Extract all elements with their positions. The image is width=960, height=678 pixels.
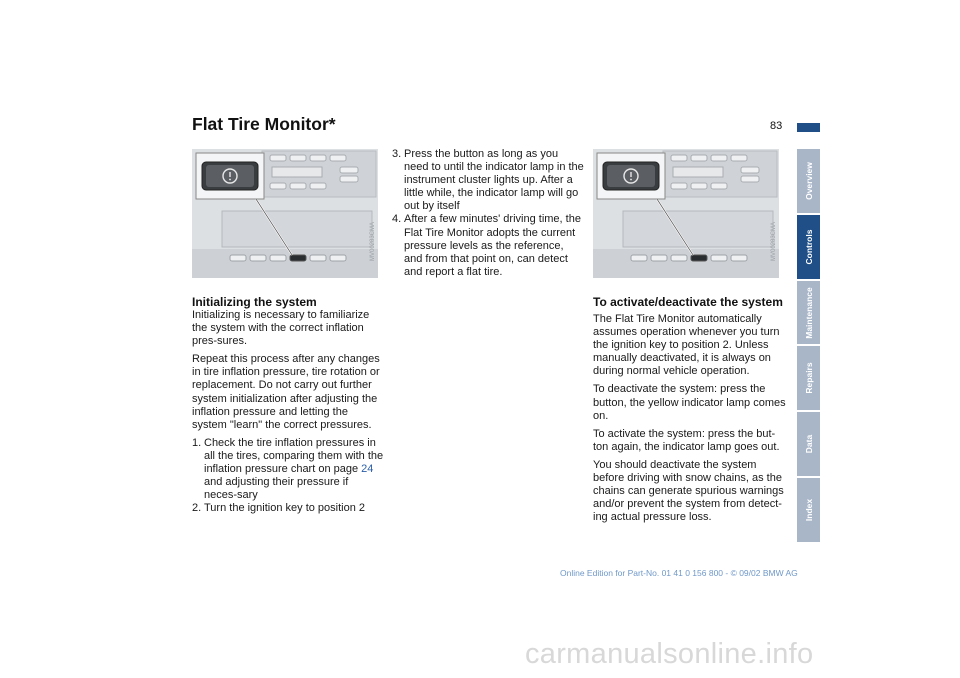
step-text: Turn the ignition key to position 2 [204, 502, 366, 515]
tab-controls[interactable] [797, 215, 820, 281]
list-item [392, 213, 584, 278]
page-title: Flat Tire Monitor* [192, 114, 336, 134]
paragraph: Initializing is necessary to familiarize the system with the correct inflation pres-sures. [192, 309, 370, 348]
step-number: 1. [192, 436, 202, 449]
page-link[interactable]: 24 [361, 463, 374, 476]
middle-column [392, 148, 584, 279]
tab-overview[interactable] [797, 149, 820, 215]
paragraph: You should deactivate the system before driving with snow chains, as the chains can generate spurious warnings and/or prevent the system from detect-ing actual pressure loss. [593, 458, 784, 524]
edition-footer: Online Edition for Part-No. 01 41 0 156 800 - © 09/02 BMW AG [560, 568, 798, 578]
tab-label: Data [803, 435, 814, 454]
section-tabs [797, 149, 820, 542]
center-console-drawing [192, 149, 378, 278]
list-item [192, 437, 384, 502]
dashboard-illustration-left [192, 149, 378, 278]
tab-data[interactable] [797, 412, 820, 478]
tab-repairs[interactable] [797, 346, 820, 412]
tab-label: Overview [803, 162, 814, 200]
tab-label: Maintenance [803, 286, 814, 339]
step-text: Press the button as long as you need to until the indicator lamp in the instrument cluster lights up. After a little while, the indicator lamp will go out by itself [404, 148, 584, 213]
image-code: MV00283CMA [771, 221, 777, 261]
page-number-bar [797, 123, 820, 132]
tab-label: Repairs [803, 362, 814, 394]
step-number: 2. [192, 502, 202, 515]
list-item [392, 148, 584, 213]
tab-label: Controls [803, 229, 814, 265]
paragraph: To deactivate the system: press the button, the yellow indicator lamp comes on. [593, 383, 786, 422]
center-console-drawing [593, 149, 779, 278]
left-column [192, 295, 384, 515]
page-number: 83 [770, 120, 783, 132]
tab-label: Index [803, 498, 814, 522]
right-column [593, 295, 788, 529]
step-text: Check the tire inflation pressures in all the tires, comparing them with the inflation pressure chart on page [204, 436, 384, 476]
dashboard-illustration-right [593, 149, 779, 278]
image-code: MV00283CMA [370, 221, 376, 261]
steps-list [192, 437, 384, 516]
paragraph: The Flat Tire Monitor automatically assumes operation whenever you turn the ignition key to position 2. Unless manually deactivated, it is always on during normal vehicle operation. [593, 313, 780, 378]
section-heading-activate: To activate/deactivate the system [593, 295, 783, 309]
list-item [192, 502, 384, 515]
paragraph: Repeat this process after any changes in tire inflation pressure, tire rotation or replacement. Do not carry out further system initialization after adjusting the inflation pressure and letting the system "learn" the correct pressures. [192, 353, 380, 431]
tab-index[interactable] [797, 478, 820, 542]
site-watermark: carmanualsonline.info [525, 638, 814, 670]
paragraph: To activate the system: press the but-ton again, the indicator lamp goes out. [593, 427, 780, 453]
section-heading-initializing: Initializing the system [192, 295, 317, 309]
step-text: After a few minutes' driving time, the Flat Tire Monitor adopts the current pressure levels as the reference, and from that point on, can detect and report a flat tire. [404, 213, 581, 278]
step-number: 4. [392, 213, 402, 226]
steps-list [392, 148, 584, 279]
tab-maintenance[interactable] [797, 281, 820, 347]
step-number: 3. [392, 148, 402, 160]
step-text: and adjusting their pressure if neces-sary [204, 476, 349, 502]
